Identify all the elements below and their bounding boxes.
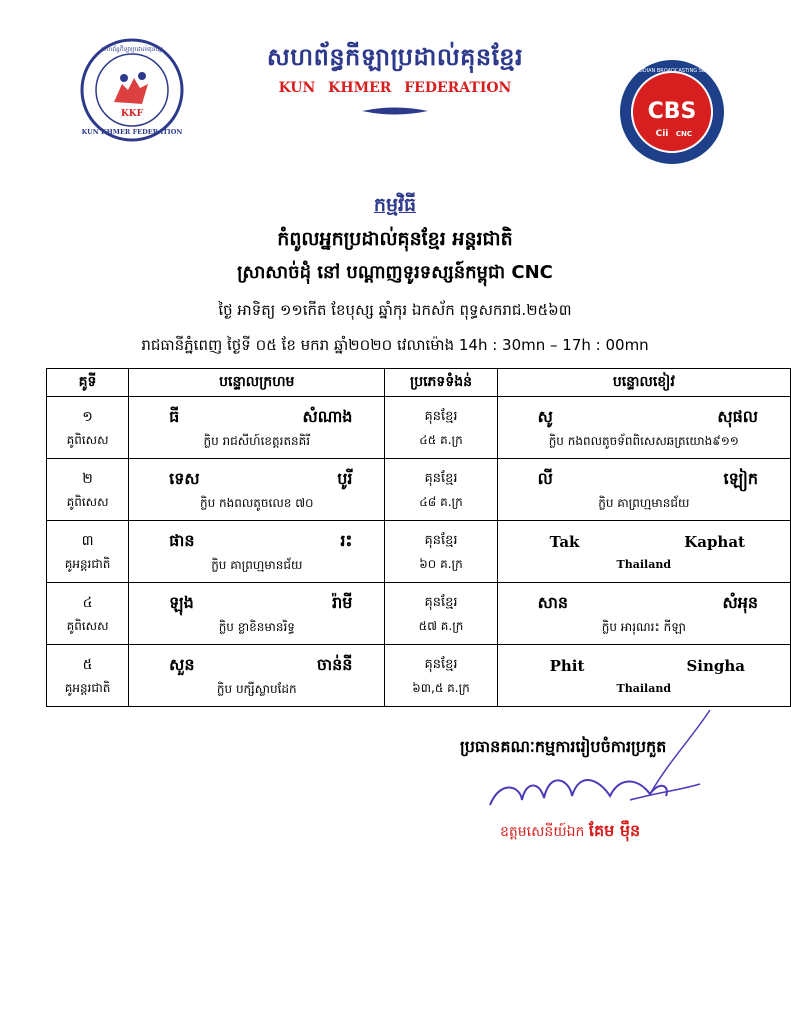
fight-type: គុនខ្មែរ xyxy=(424,532,458,548)
event-venue: ស្រាសាច់ដុំ នៅ បណ្តាញទូរទស្សន៍កម្ពុជា CNC xyxy=(237,262,553,283)
weight-class-cell xyxy=(385,397,497,459)
red-fighter-name xyxy=(129,466,384,492)
red-first-name: ឡុង xyxy=(169,592,194,612)
event-title: កំពូលអ្នកប្រដាល់គុនខ្មែរ អន្តរជាតិ xyxy=(277,228,513,250)
signer xyxy=(500,820,760,844)
bout-number: ៥ xyxy=(82,656,93,673)
red-first-name: ផាន xyxy=(169,530,195,550)
blue-club: ក្លិប កងពលតូចទ័ពពិសេសឆត្រយោង៩១១ xyxy=(548,433,739,448)
weight-class-cell xyxy=(385,583,497,645)
red-last-name: បូរី xyxy=(337,468,353,488)
red-first-name: ទេស xyxy=(169,468,200,488)
signer-rank: ឧត្តមសេនីយ៍ឯក xyxy=(500,824,585,840)
red-corner-cell xyxy=(129,459,385,521)
blue-corner-cell xyxy=(497,645,790,707)
red-first-name: ធី xyxy=(169,406,180,426)
bout-number: ១ xyxy=(82,408,93,425)
red-corner-cell xyxy=(129,583,385,645)
red-club: ក្លិប គាព្រហ្មមានជ័យ xyxy=(211,557,303,572)
blue-corner-cell xyxy=(497,521,790,583)
red-last-name: សំណាង xyxy=(302,406,353,426)
table-row xyxy=(47,583,791,645)
weight: ៤៨ គ.ក្រ xyxy=(419,494,463,509)
blue-country: Thailand xyxy=(616,681,672,695)
red-fighter-name xyxy=(129,404,384,430)
blue-last-name: Singha xyxy=(686,656,745,675)
fight-type: គុនខ្មែរ xyxy=(424,408,458,424)
organizing-committee-title: ប្រធានគណៈកម្មការរៀបចំការប្រកួត xyxy=(460,737,667,756)
fight-type: គុនខ្មែរ xyxy=(424,594,458,610)
red-fighter-name xyxy=(129,528,384,554)
blue-corner-cell xyxy=(497,459,790,521)
table-row xyxy=(47,645,791,707)
bout-number-cell xyxy=(47,521,129,583)
fight-type: គុនខ្មែរ xyxy=(424,470,458,486)
blue-club: ក្លិប អារុណរះ កីឡា xyxy=(601,619,686,634)
kkf-logo xyxy=(80,38,184,142)
blue-fighter-name xyxy=(498,529,790,555)
red-last-name: រះ xyxy=(340,530,353,550)
weight: ៥៧ គ.ក្រ xyxy=(418,618,464,633)
bout-category: គូអន្តរជាតិ xyxy=(64,556,111,571)
blue-first-name: សាន xyxy=(537,592,569,612)
blue-club: ក្លិប គាព្រហ្មមានជ័យ xyxy=(598,495,690,510)
weight: ៦០ គ.ក្រ xyxy=(419,556,463,571)
blue-first-name: សូ xyxy=(537,406,553,426)
bout-number-cell xyxy=(47,459,129,521)
header-bout-number: គូទី xyxy=(47,369,129,397)
bout-number: ៣ xyxy=(81,532,94,549)
bout-number: ២ xyxy=(82,470,93,487)
blue-fighter-name xyxy=(498,404,790,430)
cbs-sub2: CNC xyxy=(675,130,693,138)
blue-fighter-name xyxy=(498,466,790,492)
red-club: ក្លិប កងពលតូចលេខ ៧០ xyxy=(199,495,314,510)
weight: ៦៣,៥ គ.ក្រ xyxy=(412,680,470,695)
divider-ornament-icon xyxy=(360,106,430,116)
blue-last-name: សំអុន xyxy=(722,592,758,612)
signature-icon xyxy=(460,700,740,830)
table-header-row xyxy=(47,369,791,397)
blue-last-name: ឡៀក xyxy=(723,468,758,488)
bout-number: ៤ xyxy=(82,594,93,611)
bout-category: គូអន្តរជាតិ xyxy=(64,680,111,695)
federation-title-en: KUN KHMER FEDERATION xyxy=(278,80,512,96)
blue-first-name: Phit xyxy=(549,656,585,675)
bout-category: គូពិសេស xyxy=(66,432,109,447)
bout-number-cell xyxy=(47,583,129,645)
red-corner-cell xyxy=(129,521,385,583)
cbs-ring-text: CAMBODIAN BROADCASTING SERVICE xyxy=(624,68,720,74)
weight-class-cell xyxy=(385,459,497,521)
blue-fighter-name xyxy=(498,653,790,679)
red-fighter-name xyxy=(129,652,384,678)
red-club: ក្លិប រាជសីហ៍ខេត្តរតនគិរី xyxy=(203,433,311,448)
kkf-bottom-text: KUN KHMER FEDERATION xyxy=(81,128,183,136)
fight-type: គុនខ្មែរ xyxy=(424,656,458,672)
blue-first-name: លី xyxy=(537,468,553,488)
header-blue-corner: បន្ទោលខៀវ xyxy=(497,369,790,397)
weight: ៤៥ គ.ក្រ xyxy=(419,432,463,447)
cbs-text: CBS xyxy=(647,99,697,124)
red-club: ក្លិប បក្សីស្លាបដែក xyxy=(216,681,297,696)
red-last-name: ចាន់នី xyxy=(316,654,353,674)
program-title: កម្មវិធី xyxy=(373,194,417,216)
red-club: ក្លិប ខ្លាខិនមានរិទ្ធ xyxy=(218,619,295,634)
cbs-sub: Cii xyxy=(655,129,669,139)
bout-category: គូពិសេស xyxy=(66,494,109,509)
table-row xyxy=(47,459,791,521)
header-weight-class: ប្រភេទទំងន់ xyxy=(385,369,497,397)
red-corner-cell xyxy=(129,397,385,459)
bout-table xyxy=(46,368,791,707)
weight-class-cell xyxy=(385,645,497,707)
red-last-name: រ៉ាមី xyxy=(332,592,353,612)
blue-last-name: Kaphat xyxy=(684,532,745,551)
date-time-line: រាជធានីភ្នំពេញ ថ្ងៃទី ០៥ ខែ មករា ឆ្នាំ២០២០ វេលាម៉ោង 14h : 30mn – 17h : 00mn xyxy=(141,336,649,354)
signer-name: គែម ម៉ឺន xyxy=(588,821,641,840)
blue-first-name: Tak xyxy=(549,532,580,551)
kkf-ring-text: សហព័ន្ធកីឡាប្រដាល់គុនខ្មែរ xyxy=(100,46,164,53)
bout-number-cell xyxy=(47,397,129,459)
red-first-name: សួន xyxy=(169,654,195,674)
bout-category: គូពិសេស xyxy=(66,618,109,633)
blue-corner-cell xyxy=(497,397,790,459)
blue-fighter-name xyxy=(498,590,790,616)
red-corner-cell xyxy=(129,645,385,707)
red-fighter-name xyxy=(129,590,384,616)
lunar-date-line: ថ្ងៃ អាទិត្យ ១១កើត ខែបុស្ស ឆ្នាំកុរ ឯកស័ក ពុទ្ធសករាជ.២៥៦៣ xyxy=(218,301,572,319)
table-row xyxy=(47,397,791,459)
blue-country: Thailand xyxy=(616,557,672,571)
cbs-logo xyxy=(618,58,726,166)
blue-corner-cell xyxy=(497,583,790,645)
weight-class-cell xyxy=(385,521,497,583)
table-row xyxy=(47,521,791,583)
blue-last-name: សុផល xyxy=(717,406,758,426)
header-red-corner: បន្ទោលក្រហម xyxy=(129,369,385,397)
kkf-initials: KKF xyxy=(120,109,144,119)
federation-title-kh: សហព័ន្ធកីឡាប្រដាល់គុនខ្មែរ xyxy=(266,43,524,71)
bout-number-cell xyxy=(47,645,129,707)
